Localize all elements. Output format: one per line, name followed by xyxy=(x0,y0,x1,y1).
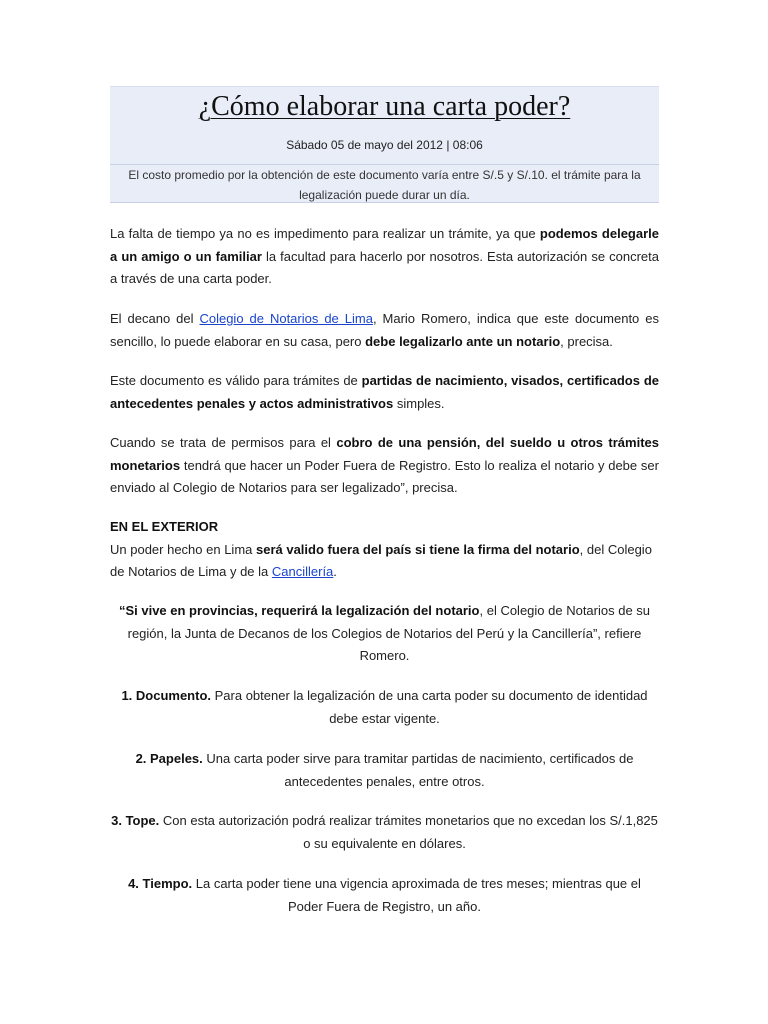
quote-bold-text: “Si vive en provincias, requerirá la legalización del notario xyxy=(118,603,480,618)
list-item-documento xyxy=(110,685,659,730)
list-item-label: 3. Tope. xyxy=(111,813,160,828)
cancilleria-link[interactable]: Cancillería xyxy=(271,564,334,579)
paragraph-text: . xyxy=(333,564,337,579)
list-item-papeles xyxy=(110,748,659,793)
section-heading: EN EL EXTERIOR xyxy=(110,519,219,534)
paragraph-text: , del Colegio de Notarios de Lima y de la xyxy=(110,541,652,579)
list-item-text: La carta poder tiene una vigencia aproximada de tres meses; mientras que el Poder Fuera de Registro, un año. xyxy=(192,876,641,914)
list-item-text: Una carta poder sirve para tramitar partidas de nacimiento, certificados de antecedentes penales, entre otros. xyxy=(202,751,634,789)
list-item-label: 4. Tiempo. xyxy=(128,876,193,891)
quote-text: , el Colegio de Notarios de su región, la Junta de Decanos de los Colegios de Notarios del Perú y la Cancillería”, refiere Romero. xyxy=(127,603,651,663)
paragraph-text: La falta de tiempo ya no es impedimento para realizar un trámite, ya que xyxy=(110,226,540,241)
paragraph-bold-text: debe legalizarlo ante un notario xyxy=(365,333,561,349)
quote-paragraph xyxy=(110,600,659,668)
list-item-tiempo xyxy=(110,873,659,918)
paragraph-3 xyxy=(110,370,659,415)
paragraph-text: , precisa. xyxy=(560,333,613,349)
section-exterior xyxy=(110,516,659,584)
paragraph-text: Cuando se trata de permisos para el xyxy=(110,435,337,450)
list-item-label: 1. Documento. xyxy=(121,688,212,703)
paragraph-1 xyxy=(110,223,659,291)
paragraph-4 xyxy=(110,432,659,500)
article-title: ¿Cómo elaborar una carta poder? xyxy=(198,91,571,122)
paragraph-2 xyxy=(110,308,659,353)
colegio-notarios-link[interactable]: Colegio de Notarios de Lima xyxy=(199,311,373,326)
paragraph-text: la facultad para hacerlo por nosotros. Esta autorización se concreta a través de una carta poder. xyxy=(110,248,659,286)
paragraph-text: Este documento es válido para trámites de xyxy=(110,373,362,388)
article-summary-box xyxy=(110,164,659,203)
list-item-text: Con esta autorización podrá realizar trámites monetarios que no excedan los S/.1,825 o su equivalente en dólares. xyxy=(159,813,658,851)
paragraph-text: , Mario Romero, indica que este documento es sencillo, lo puede elaborar en su casa, pero xyxy=(110,311,659,349)
article-date: Sábado 05 de mayo del 2012 | 08:06 xyxy=(286,138,483,152)
list-item-label: 2. Papeles. xyxy=(135,751,203,766)
paragraph-bold-text: cobro de una pensión, del sueldo u otros trámites monetarios xyxy=(110,435,659,473)
paragraph-text: Un poder hecho en Lima xyxy=(110,541,256,557)
paragraph-text: El decano del xyxy=(110,311,200,326)
list-item-text: Para obtener la legalización de una carta poder su documento de identidad debe estar vigente. xyxy=(211,688,648,726)
paragraph-text: simples. xyxy=(393,395,445,411)
paragraph-bold-text: partidas de nacimiento, visados, certificados de antecedentes penales y actos administrativos xyxy=(110,373,659,411)
article-header xyxy=(110,86,659,166)
paragraph-bold-text: podemos delegarle a un amigo o un familiar xyxy=(110,226,659,264)
article-summary: El costo promedio por la obtención de este documento varía entre S/.5 y S/.10. el trámite para la legalización puede durar un día. xyxy=(128,168,641,202)
list-item-tope xyxy=(110,810,659,855)
paragraph-bold-text: será valido fuera del país si tiene la firma del notario xyxy=(255,541,580,557)
paragraph-text: tendrá que hacer un Poder Fuera de Registro. Esto lo realiza el notario y debe ser enviado al Colegio de Notarios para ser legalizado”, precisa. xyxy=(110,457,659,495)
